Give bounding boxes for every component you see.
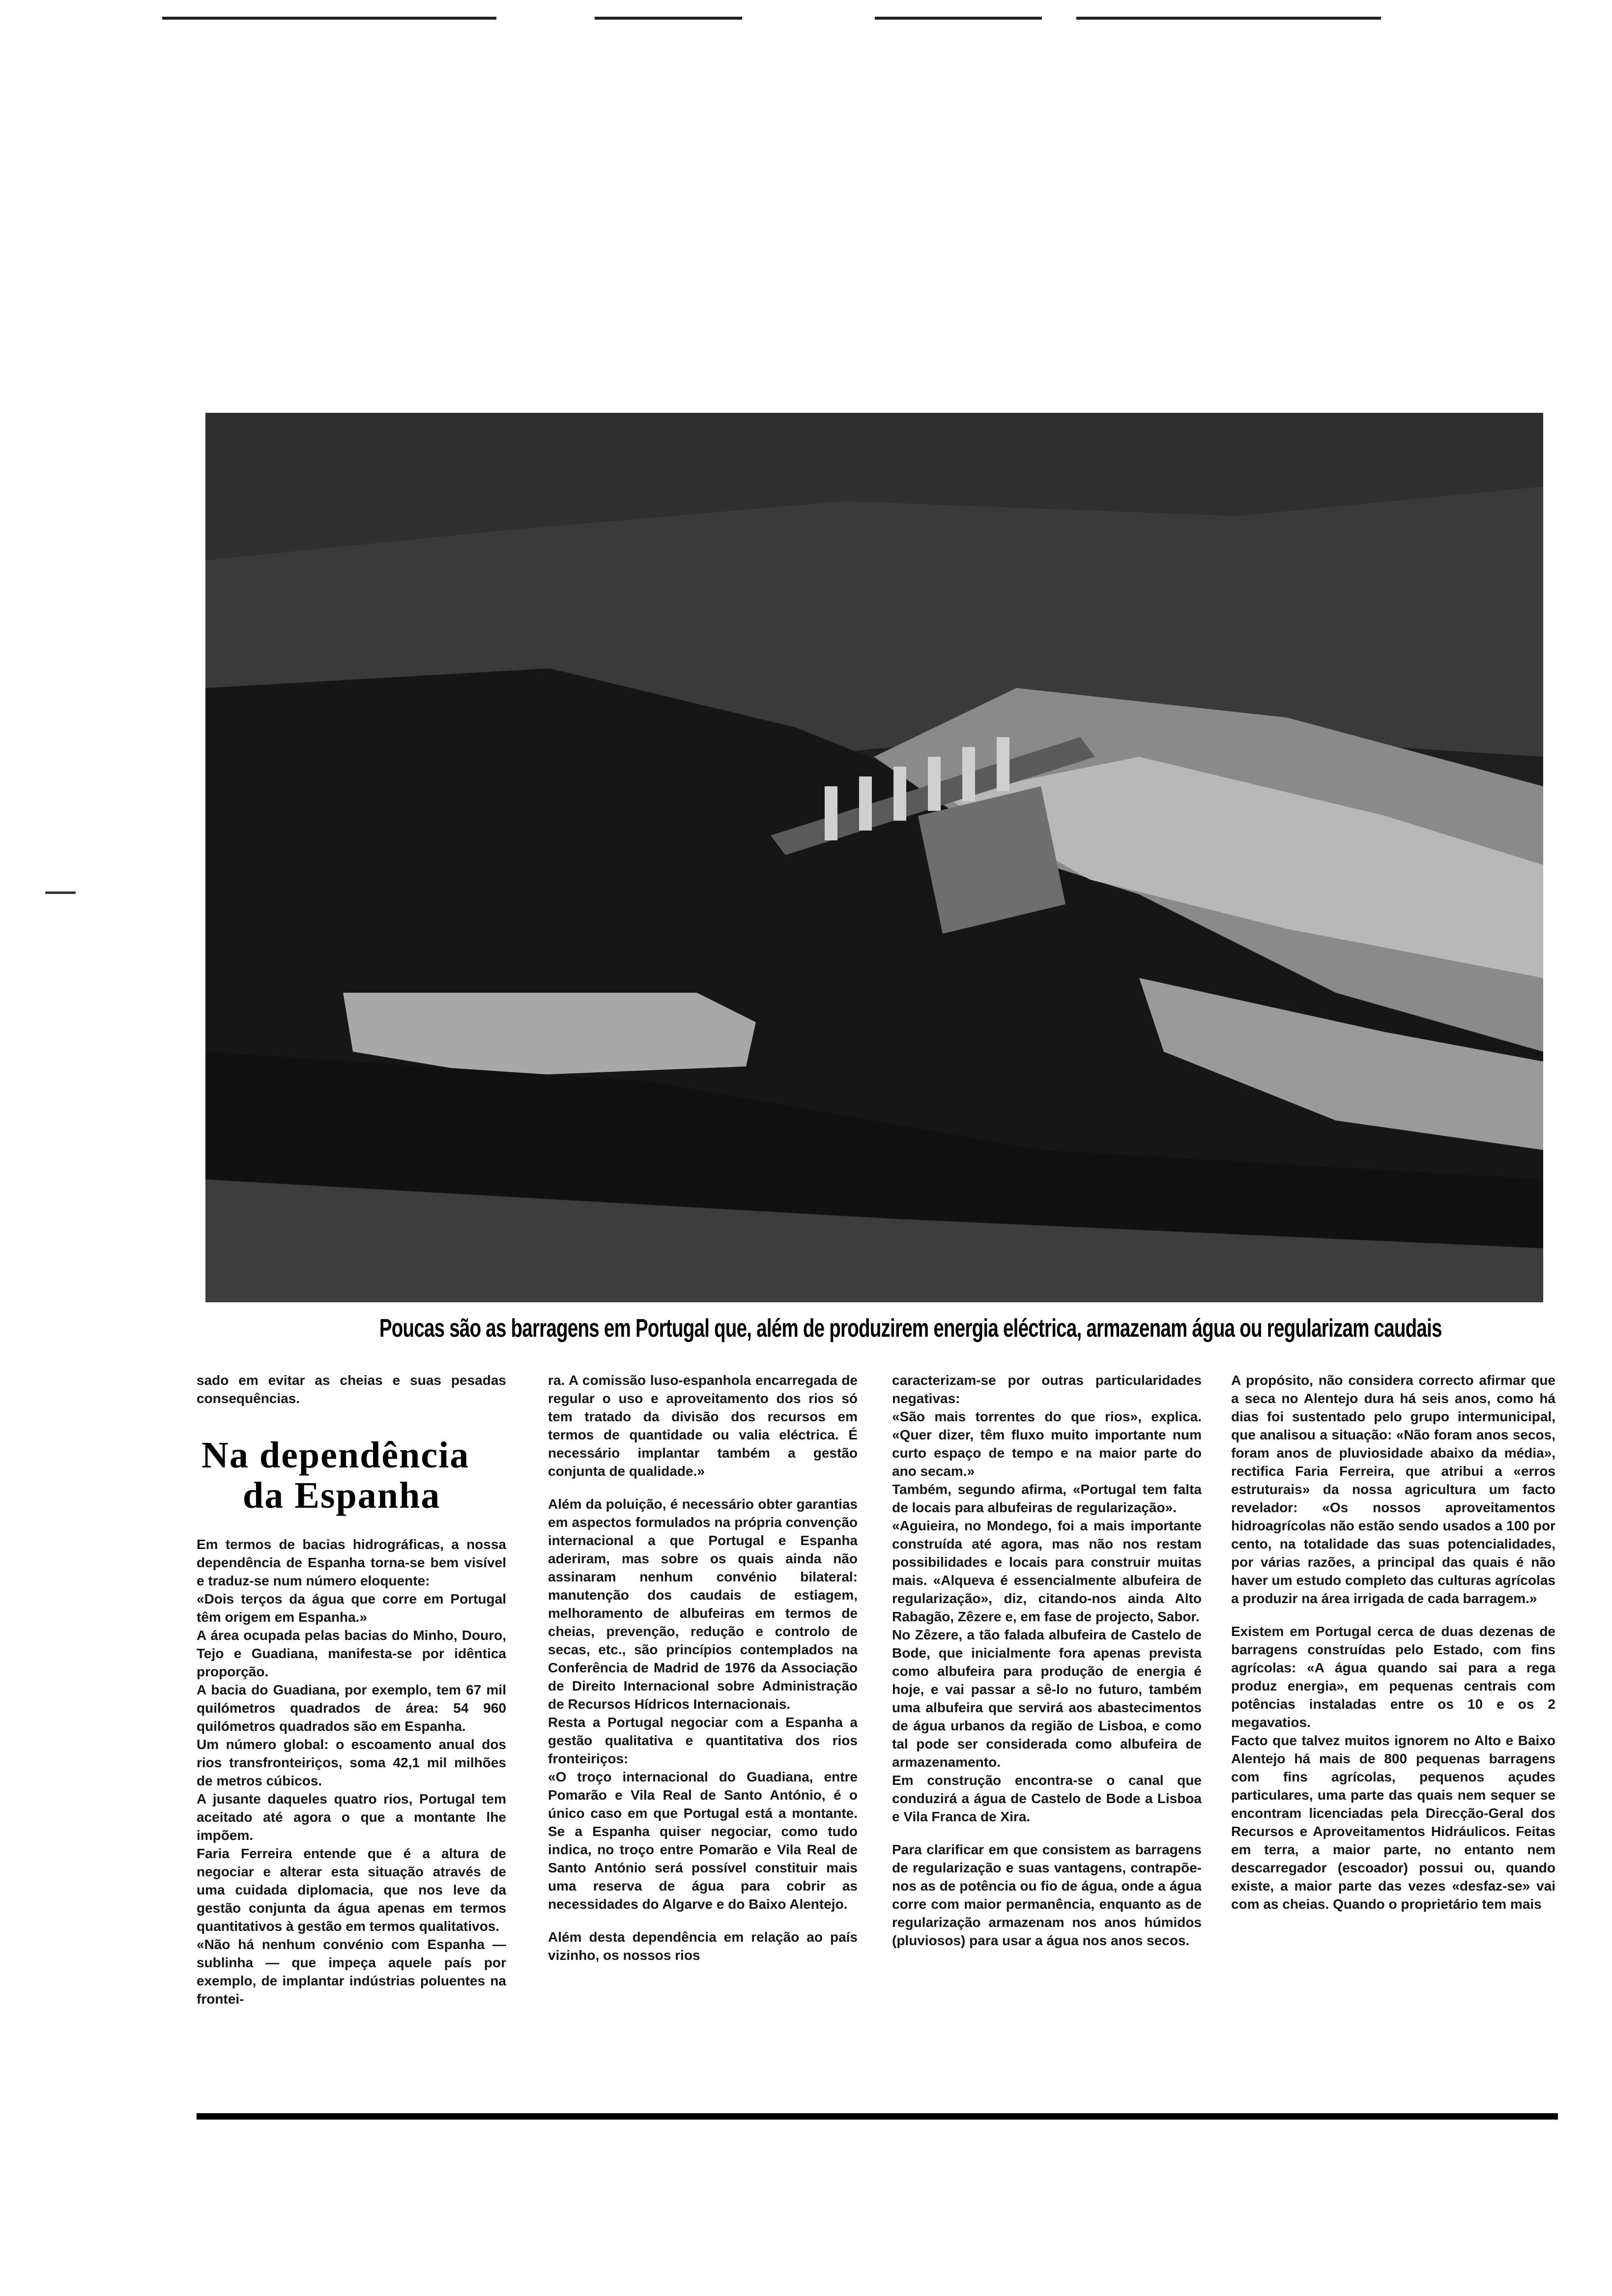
photo-caption: Poucas são as barragens em Portugal que, além de produzirem energia eléctrica, armazenam água ou regularizam caudais — [379, 1314, 1442, 1343]
headline-line1: Na dependência — [202, 1435, 470, 1476]
article-headline — [202, 1435, 506, 1516]
dam-photo-image — [205, 413, 1543, 1302]
paragraph: «O troço internacional do Guadiana, entre Pomarão e Vila Real de Santo António, é o único caso em que Portugal está a montante. Se a Espanha quiser negociar, como tudo indica, no troço entre Pomarão e Vila Real de Santo António será possível constituir mais uma reserva de água para cobrir as necessidades do Algarve e do Baixo Alentejo. — [548, 1769, 858, 1912]
article-column-4 — [1231, 1371, 1555, 1913]
column1-intro: sado em evitar as cheias e suas pesadas consequências. — [197, 1373, 506, 1406]
top-rule-2 — [595, 17, 742, 20]
paragraph: Em construção encontra-se o canal que conduzirá a água de Castelo de Bode a Lisboa e Vila Franca de Xira. — [892, 1773, 1202, 1824]
paragraph: Um número global: o escoamento anual dos rios transfronteiriços, soma 42,1 mil milhões de metros cúbicos. — [197, 1737, 506, 1788]
top-rule-1 — [162, 17, 496, 20]
article-column-2 — [548, 1371, 858, 1964]
article-column-1 — [197, 1371, 506, 2008]
paragraph: «Não há nenhum convénio com Espanha — sublinha — que impeça aquele país por exemplo, de implantar indústrias poluentes na frontei- — [197, 1937, 506, 2007]
paragraph: Além da poluição, é necessário obter garantias em aspectos formulados na própria convenção internacional a que Portugal e Espanha aderiram, mas sobre os quais ainda não assinaram nenhum convénio bilateral: manutenção dos caudais de estiagem, melhoramento de albufeiras em termos de cheias, prevenção, redução e controlo de secas, etc., são princípios contemplados na Conferência de Madrid de 1976 da Associação de Direito Internacional sobre Administração de Recursos Hídricos Internacionais. — [548, 1496, 858, 1712]
paragraph: Em termos de bacias hidrográficas, a nossa dependência de Espanha torna-se bem visível e traduz-se num número eloquente: — [197, 1537, 506, 1588]
paragraph: Faria Ferreira entende que é a altura de negociar e alterar esta situação através de uma cuidada diplomacia, que nos leve da gestão conjunta da água apenas em termos quantitativos à gestão em termos qualitativos. — [197, 1846, 506, 1934]
bottom-rule — [197, 2113, 1558, 2120]
paragraph: Facto que talvez muitos ignorem no Alto e Baixo Alentejo há mais de 800 pequenas barragens com fins agrícolas, pequenos açudes particulares, uma parte das quais nem sequer se encontram licenciadas pela Direcção-Geral dos Recursos e Aproveitamentos Hidráulicos. Feitas em terra, a maior parte, no entanto nem descarregador (escoador) possui ou, quando existe, a maior parte das vezes «desfaz-se» vai com as cheias. Quando o proprietário tem mais — [1231, 1733, 1555, 1912]
dam-photo — [205, 413, 1543, 1302]
paragraph: Resta a Portugal negociar com a Espanha a gestão qualitativa e quantitativa dos rios fronteiriços: — [548, 1715, 858, 1766]
paragraph: Para clarificar em que consistem as barragens de regularização e suas vantagens, contrapõe-nos as de potência ou fio de água, onde a água corre com maior permanência, enquanto as de regularização armazenam nos anos húmidos (pluviosos) para usar a água nos anos secos. — [892, 1842, 1202, 1948]
paragraph: A jusante daqueles quatro rios, Portugal tem aceitado até agora o que a montante lhe impõem. — [197, 1791, 506, 1843]
top-rule-3 — [875, 17, 1042, 20]
paragraph: «Aguieira, no Mondego, foi a mais importante construída até agora, mas não nos restam possibilidades e locais para construir muitas mais. «Alqueva é essencialmente albufeira de regularização», diz, citando-nos ainda Alto Rabagão, Zêzere e, em fase de projecto, Sabor. — [892, 1518, 1202, 1624]
paragraph: Também, segundo afirma, «Portugal tem falta de locais para albufeiras de regularização». — [892, 1482, 1202, 1515]
margin-mark — [45, 891, 76, 894]
paragraph: A propósito, não considera correcto afirmar que a seca no Alentejo dura há seis anos, como há dias foi sustentado pelo grupo intermunicipal, que analisou a situação: «Não foram anos secos, foram anos de pluviosidade abaixo da média», rectifica Faria Ferreira, que atribui a «erros estruturais» da nossa agricultura um facto revelador: «Os nossos aproveitamentos hidroagrícolas não estão sendo usados a 100 por cento, na totalidade das suas potencialidades, por várias razões, a principal das quais é não haver um estudo completo das culturas agrícolas a produzir na área irrigada de cada barragem.» — [1231, 1373, 1555, 1606]
paragraph: «Dois terços da água que corre em Portugal têm origem em Espanha.» — [197, 1591, 506, 1625]
paragraph: A área ocupada pelas bacias do Minho, Douro, Tejo e Guadiana, manifesta-se por idêntica proporção. — [197, 1628, 506, 1679]
paragraph: A bacia do Guadiana, por exemplo, tem 67 mil quilómetros quadrados de área: 54 960 quilómetros quadrados são em Espanha. — [197, 1682, 506, 1734]
paragraph: caracterizam-se por outras particularidades negativas: — [892, 1373, 1202, 1406]
paragraph: Existem em Portugal cerca de duas dezenas de barragens construídas pelo Estado, com fins agrícolas: «A água quando sai para a rega produz energia», em pequenas centrais com potências instaladas entre os 10 e os 2 megavatios. — [1231, 1624, 1555, 1730]
top-rule-4 — [1076, 17, 1381, 20]
paragraph: «São mais torrentes do que rios», explica. «Quer dizer, têm fluxo muito importante num curto espaço de tempo e na maior parte do ano secam.» — [892, 1409, 1202, 1479]
paragraph: Além desta dependência em relação ao país vizinho, os nossos rios — [548, 1929, 858, 1963]
paragraph: ra. A comissão luso-espanhola encarregada de regular o uso e aproveitamento dos rios só tem tratado da divisão dos recursos em termos de quantidade ou valia eléctrica. É necessário implantar também a gestão conjunta de qualidade.» — [548, 1373, 858, 1479]
headline-line2: da Espanha — [243, 1475, 441, 1516]
article — [197, 1371, 1558, 2098]
paragraph: No Zêzere, a tão falada albufeira de Castelo de Bode, que inicialmente fora apenas prevista como albufeira para produção de energia é hoje, e vai passar a sê-lo no futuro, também uma albufeira que servirá aos abastecimentos de água urbanos da região de Lisboa, e como tal pode ser considerada como albufeira de armazenamento. — [892, 1627, 1202, 1770]
article-column-3 — [892, 1371, 1202, 1950]
